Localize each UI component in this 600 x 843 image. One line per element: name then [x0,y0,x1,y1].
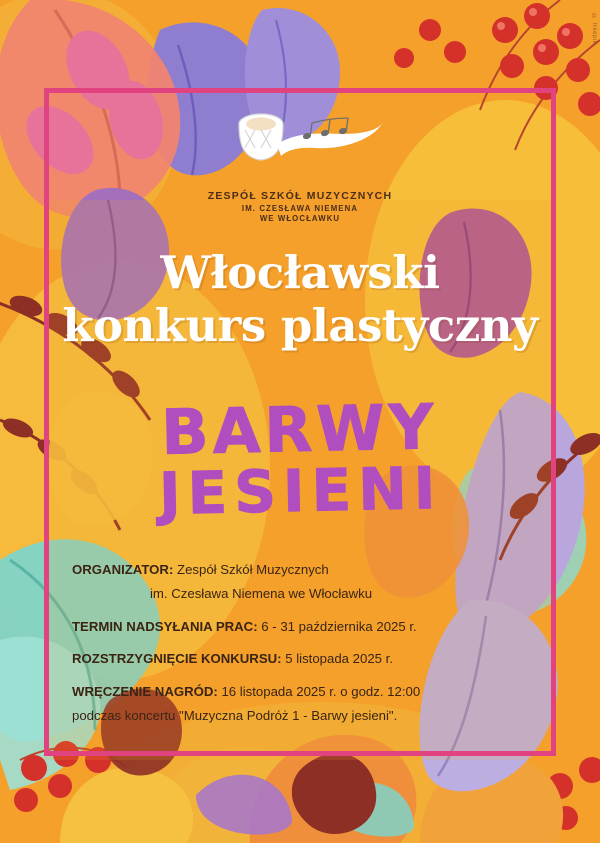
image-credit: © freepik [591,14,597,45]
awards-label: WRĘCZENIE NAGRÓD: [72,684,218,700]
logo-line-1: ZESPÓŁ SZKÓŁ MUZYCZNYCH [207,190,393,202]
awards-value: 16 listopada 2025 r. o godz. 12:00 [221,684,421,700]
contest-title-line-2: JESIENI [158,453,443,528]
headline [0,246,600,352]
headline-line-1: Włocławski [160,246,440,299]
deadline-label: TERMIN NADSYŁANIA PRAC: [72,618,258,634]
info-block [72,560,542,726]
info-organizer [72,560,542,604]
info-deadline [72,617,542,637]
contest-title-line-1: BARWY [160,390,439,469]
school-logo [0,104,600,223]
organizer-value-2: im. Czesława Niemena we Włocławku [150,585,373,601]
info-results [72,649,542,669]
drum-and-staff-logo-icon [215,104,385,186]
headline-line-2: konkurs plastyczny [62,299,538,353]
organizer-value: Zespół Szkół Muzycznych [177,562,329,577]
results-label: ROZSTRZYGNIĘCIE KONKURSU: [72,651,282,667]
contest-title [0,392,600,528]
deadline-value: 6 - 31 października 2025 r. [261,618,417,634]
logo-line-3: WE WŁOCŁAWKU [259,214,341,223]
awards-value-2: podczas koncertu "Muzyczna Podróż 1 - Barwy jesieni". [72,707,398,723]
logo-line-2: IM. CZESŁAWA NIEMENA [241,204,359,213]
results-value: 5 listopada 2025 r. [285,651,393,667]
organizer-label: ORGANIZATOR: [72,562,174,577]
info-awards [72,682,542,726]
